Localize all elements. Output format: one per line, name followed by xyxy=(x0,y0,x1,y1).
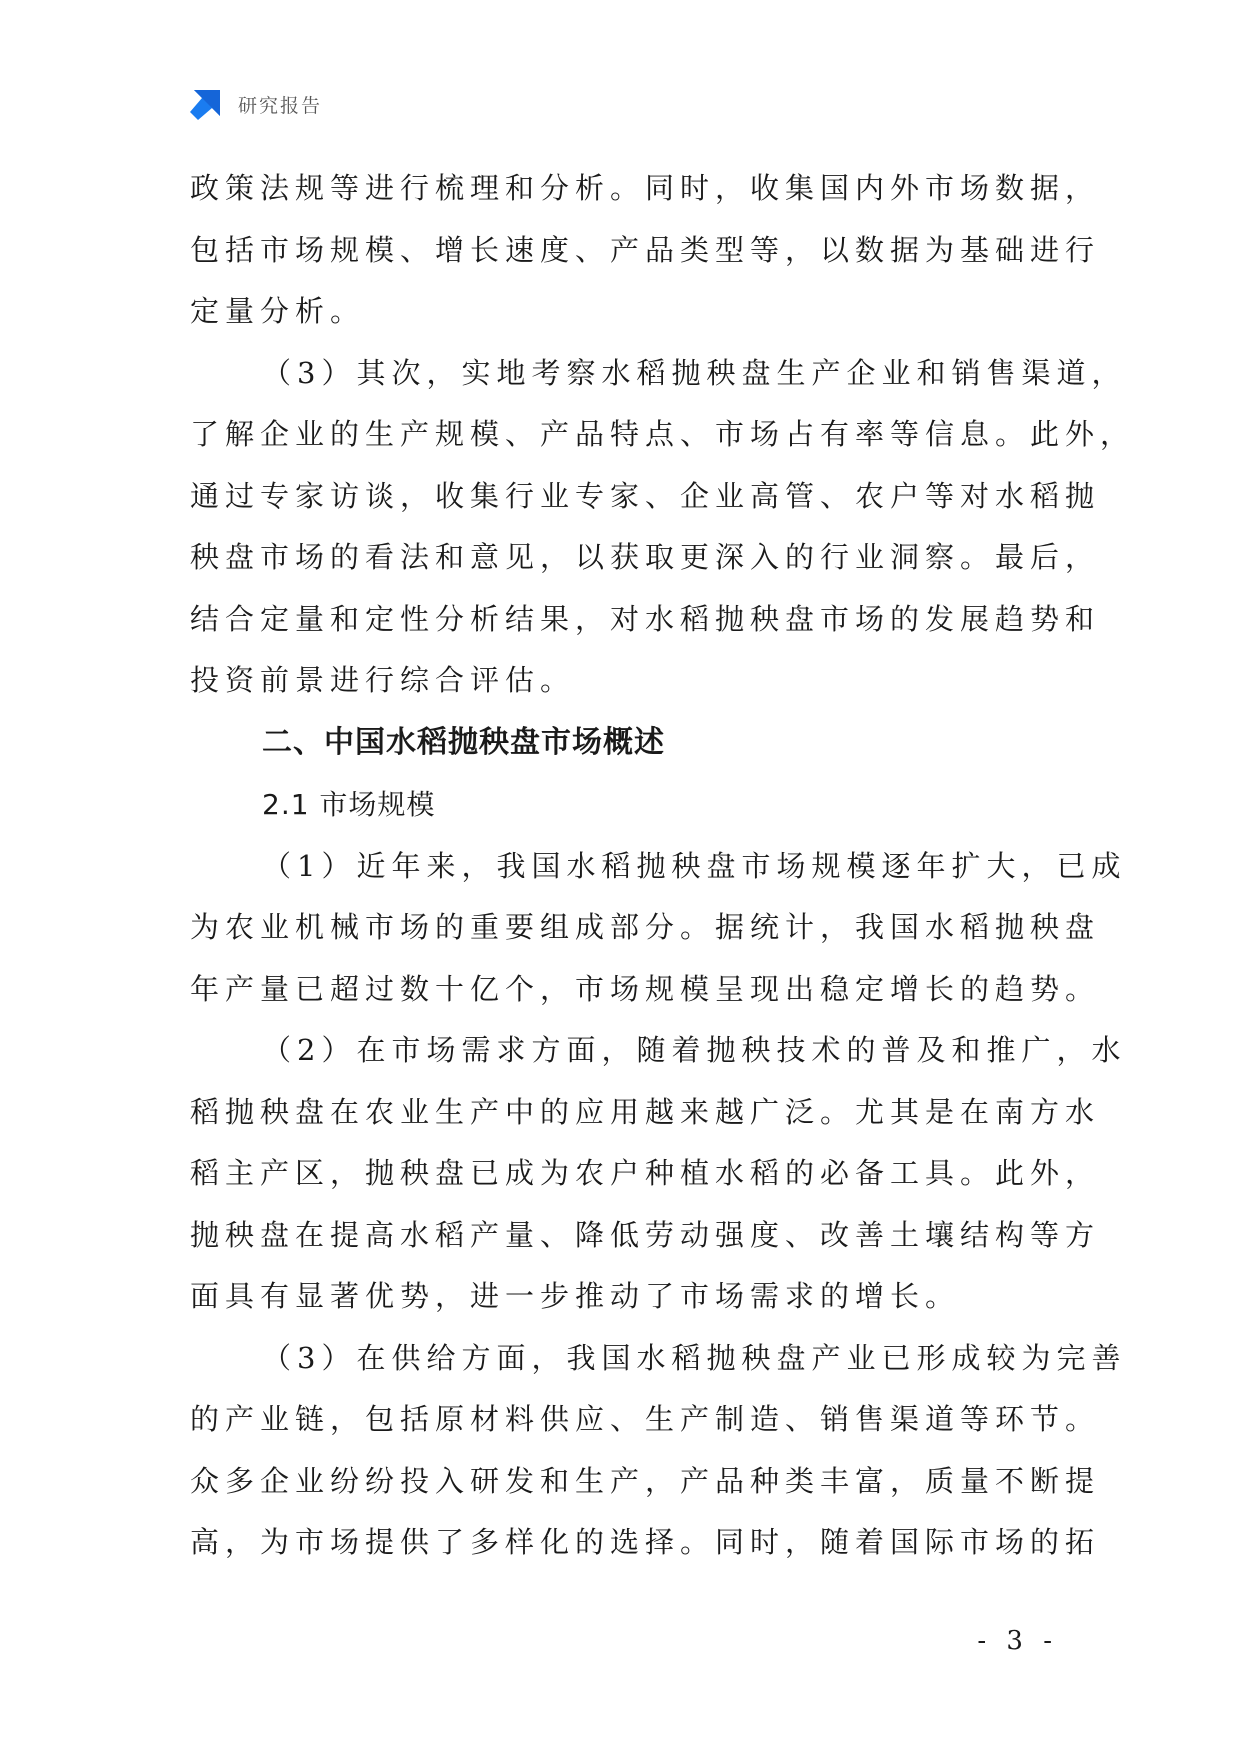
subsection-heading: 2.1 市场规模 xyxy=(262,787,436,821)
text-line: 稻主产区，抛秧盘已成为农户种植水稻的必备工具。此外， xyxy=(190,1156,1101,1190)
text-line: 投资前景进行综合评估。 xyxy=(190,663,576,697)
document-body xyxy=(190,158,1136,1574)
arrow-up-right-logo-icon xyxy=(190,88,222,120)
header-title: 研究报告 xyxy=(238,94,323,117)
text-line: 定量分析。 xyxy=(190,294,366,328)
text-line: 的产业链，包括原材料供应、生产制造、销售渠道等环节。 xyxy=(190,1402,1101,1436)
text-line: （1）近年来，我国水稻抛秧盘市场规模逐年扩大，已成 xyxy=(262,848,1127,883)
text-line: 面具有显著优势，进一步推动了市场需求的增长。 xyxy=(190,1279,961,1313)
text-line: 年产量已超过数十亿个，市场规模呈现出稳定增长的趋势。 xyxy=(190,971,1101,1006)
text-line: （2）在市场需求方面，随着抛秧技术的普及和推广，水 xyxy=(262,1033,1127,1067)
text-line: 高，为市场提供了多样化的选择。同时，随着国际市场的拓 xyxy=(190,1525,1101,1559)
text-line: 了解企业的生产规模、产品特点、市场占有率等信息。此外， xyxy=(190,417,1136,451)
section-heading: 二、中国水稻抛秧盘市场概述 xyxy=(262,724,665,760)
text-line: 众多企业纷纷投入研发和生产，产品种类丰富，质量不断提 xyxy=(190,1463,1101,1498)
text-line: 稻抛秧盘在农业生产中的应用越来越广泛。尤其是在南方水 xyxy=(190,1094,1101,1129)
page-number: - 3 - xyxy=(977,1626,1058,1656)
page-header xyxy=(190,88,322,120)
text-line: 政策法规等进行梳理和分析。同时，收集国内外市场数据， xyxy=(190,171,1101,205)
text-line: （3）在供给方面，我国水稻抛秧盘产业已形成较为完善 xyxy=(262,1340,1127,1375)
text-line: 包括市场规模、增长速度、产品类型等，以数据为基础进行 xyxy=(190,232,1101,267)
text-line: 抛秧盘在提高水稻产量、降低劳动强度、改善土壤结构等方 xyxy=(190,1217,1101,1252)
text-line: 为农业机械市场的重要组成部分。据统计，我国水稻抛秧盘 xyxy=(190,910,1101,944)
text-line: 通过专家访谈，收集行业专家、企业高管、农户等对水稻抛 xyxy=(190,478,1101,513)
text-line: （3）其次，实地考察水稻抛秧盘生产企业和销售渠道， xyxy=(262,355,1127,390)
text-line: 结合定量和定性分析结果，对水稻抛秧盘市场的发展趋势和 xyxy=(190,601,1101,636)
text-line: 秧盘市场的看法和意见，以获取更深入的行业洞察。最后， xyxy=(190,540,1101,574)
